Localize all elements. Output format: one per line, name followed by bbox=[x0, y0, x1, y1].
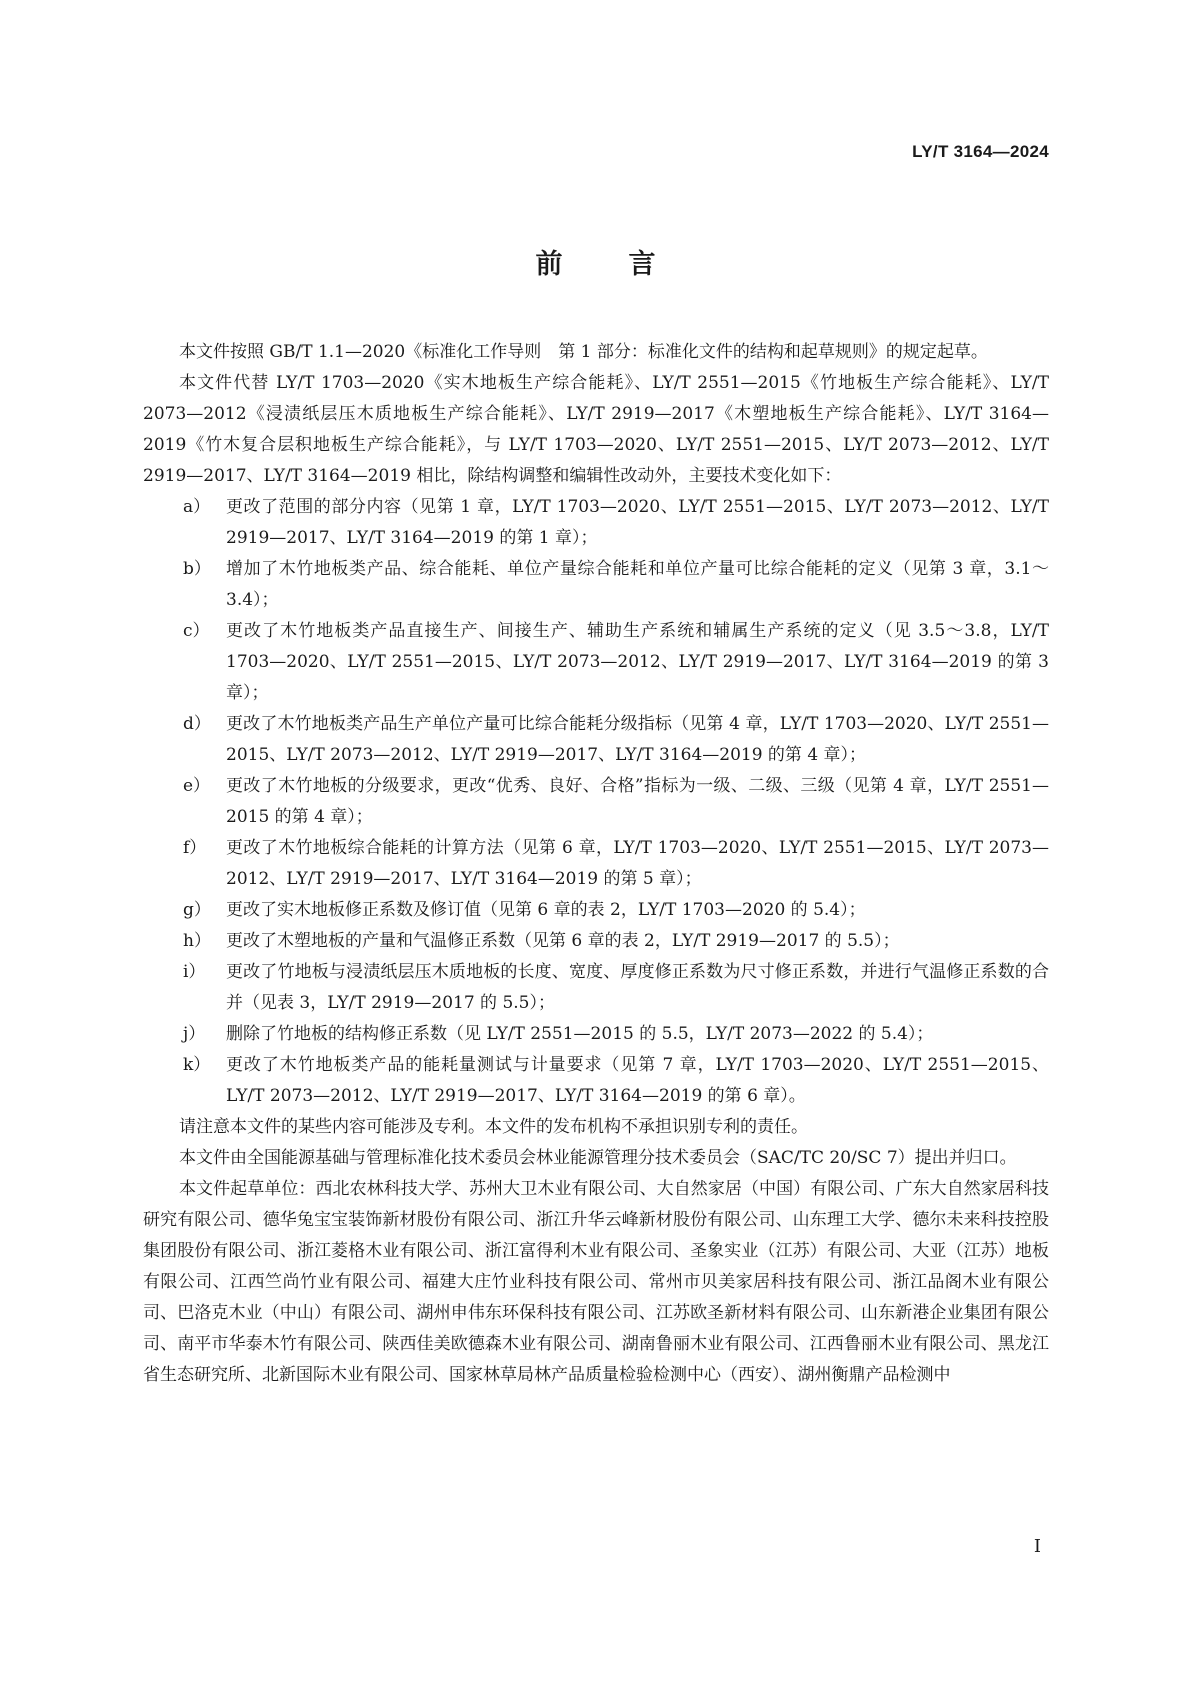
list-item bbox=[143, 771, 1049, 833]
list-marker: g） bbox=[183, 900, 211, 920]
list-item bbox=[143, 1050, 1049, 1112]
list-marker: d） bbox=[183, 714, 211, 734]
list-item bbox=[143, 895, 1049, 926]
list-item bbox=[143, 926, 1049, 957]
list-item bbox=[143, 957, 1049, 1019]
list-item-text: 更改了木竹地板类产品生产单位产量可比综合能耗分级指标（见第 4 章，LY/T 1703—2020、LY/T 2551—2015、LY/T 2073—2012、LY/T 2919—2017、LY/T 3164—2019 的第 4 章）； bbox=[226, 714, 1049, 765]
list-item-text: 更改了木塑地板的产量和气温修正系数（见第 6 章的表 2，LY/T 2919—2017 的 5.5）； bbox=[226, 931, 900, 951]
list-item-text: 更改了竹地板与浸渍纸层压木质地板的长度、宽度、厚度修正系数为尺寸修正系数，并进行气温修正系数的合并（见表 3，LY/T 2919—2017 的 5.5）； bbox=[226, 962, 1049, 1013]
list-marker: c） bbox=[183, 621, 210, 641]
list-marker: b） bbox=[183, 559, 211, 579]
document-code: LY/T 3164—2024 bbox=[912, 142, 1049, 161]
list-item-text: 更改了木竹地板的分级要求，更改“优秀、良好、合格”指标为一级、二级、三级（见第 4 章，LY/T 2551—2015 的第 4 章）； bbox=[226, 776, 1049, 827]
paragraph-drafting-units: 本文件起草单位：西北农林科技大学、苏州大卫木业有限公司、大自然家居（中国）有限公司、广东大自然家居科技研究有限公司、德华兔宝宝装饰新材股份有限公司、浙江升华云峰新材股份有限公司、山东理工大学、德尔未来科技控股集团股份有限公司、浙江菱格木业有限公司、浙江富得利木业有限公司、圣象实业（江苏）有限公司、大亚（江苏）地板有限公司、江西竺尚竹业有限公司、福建大庄竹业科技有限公司、常州市贝美家居科技有限公司、浙江品阁木业有限公司、巴洛克木业（中山）有限公司、湖州申伟东环保科技有限公司、江苏欧圣新材料有限公司、山东新港企业集团有限公司、南平市华泰木竹有限公司、陕西佳美欧德森木业有限公司、湖南鲁丽木业有限公司、江西鲁丽木业有限公司、黑龙江省生态研究所、北新国际木业有限公司、国家林草局林产品质量检验检测中心（西安）、湖州衡鼎产品检测中 bbox=[143, 1179, 1049, 1385]
list-marker: h） bbox=[183, 931, 211, 951]
changes-list bbox=[143, 492, 1049, 1112]
paragraph-patent-notice: 请注意本文件的某些内容可能涉及专利。本文件的发布机构不承担识别专利的责任。 bbox=[179, 1117, 808, 1137]
list-item-text: 更改了木竹地板类产品的能耗量测试与计量要求（见第 7 章，LY/T 1703—2020、LY/T 2551—2015、LY/T 2073—2012、LY/T 2919—2017、LY/T 3164—2019 的第 6 章）。 bbox=[226, 1055, 1049, 1106]
list-item bbox=[143, 554, 1049, 616]
list-marker: a） bbox=[183, 497, 211, 517]
list-marker: i） bbox=[183, 962, 206, 982]
list-item-text: 增加了木竹地板类产品、综合能耗、单位产量综合能耗和单位产量可比综合能耗的定义（见第 3 章，3.1～3.4）； bbox=[226, 559, 1049, 610]
list-item bbox=[143, 1019, 1049, 1050]
page-number: I bbox=[1033, 1536, 1041, 1557]
list-item bbox=[143, 616, 1049, 709]
list-marker: f） bbox=[183, 838, 207, 858]
foreword-body bbox=[143, 337, 1049, 1391]
list-item bbox=[143, 492, 1049, 554]
list-item-text: 删除了竹地板的结构修正系数（见 LY/T 2551—2015 的 5.5，LY/T 2073—2022 的 5.4）； bbox=[226, 1024, 934, 1044]
list-item-text: 更改了范围的部分内容（见第 1 章，LY/T 1703—2020、LY/T 2551—2015、LY/T 2073—2012、LY/T 2919—2017、LY/T 3164—2019 的第 1 章）； bbox=[226, 497, 1049, 548]
list-item-text: 更改了木竹地板综合能耗的计算方法（见第 6 章，LY/T 1703—2020、LY/T 2551—2015、LY/T 2073—2012、LY/T 2919—2017、LY/T 3164—2019 的第 5 章）； bbox=[226, 838, 1049, 889]
list-marker: e） bbox=[183, 776, 211, 796]
list-marker: j） bbox=[183, 1024, 206, 1044]
list-marker: k） bbox=[183, 1055, 211, 1075]
page-title: 前言 bbox=[535, 249, 722, 280]
list-item bbox=[143, 709, 1049, 771]
list-item bbox=[143, 833, 1049, 895]
paragraph-proposer: 本文件由全国能源基础与管理标准化技术委员会林业能源管理分技术委员会（SAC/TC 20/SC 7）提出并归口。 bbox=[179, 1148, 1017, 1168]
paragraph-drafting-basis: 本文件按照 GB/T 1.1—2020《标准化工作导则 第 1 部分：标准化文件的结构和起草规则》的规定起草。 bbox=[179, 342, 988, 362]
list-item-text: 更改了木竹地板类产品直接生产、间接生产、辅助生产系统和辅属生产系统的定义（见 3.5～3.8，LY/T 1703—2020、LY/T 2551—2015、LY/T 2073—2012、LY/T 2919—2017、LY/T 3164—2019 的第 3 章）； bbox=[226, 621, 1049, 703]
list-item-text: 更改了实木地板修正系数及修订值（见第 6 章的表 2，LY/T 1703—2020 的 5.4）； bbox=[226, 900, 866, 920]
paragraph-replaces: 本文件代替 LY/T 1703—2020《实木地板生产综合能耗》、LY/T 2551—2015《竹地板生产综合能耗》、LY/T 2073—2012《浸渍纸层压木质地板生产综合能耗》、LY/T 2919—2017《木塑地板生产综合能耗》、LY/T 3164—2019《竹木复合层积地板生产综合能耗》，与 LY/T 1703—2020、LY/T 2551—2015、LY/T 2073—2012、LY/T 2919—2017、LY/T 3164—2019 相比，除结构调整和编辑性改动外，主要技术变化如下： bbox=[143, 373, 1049, 486]
